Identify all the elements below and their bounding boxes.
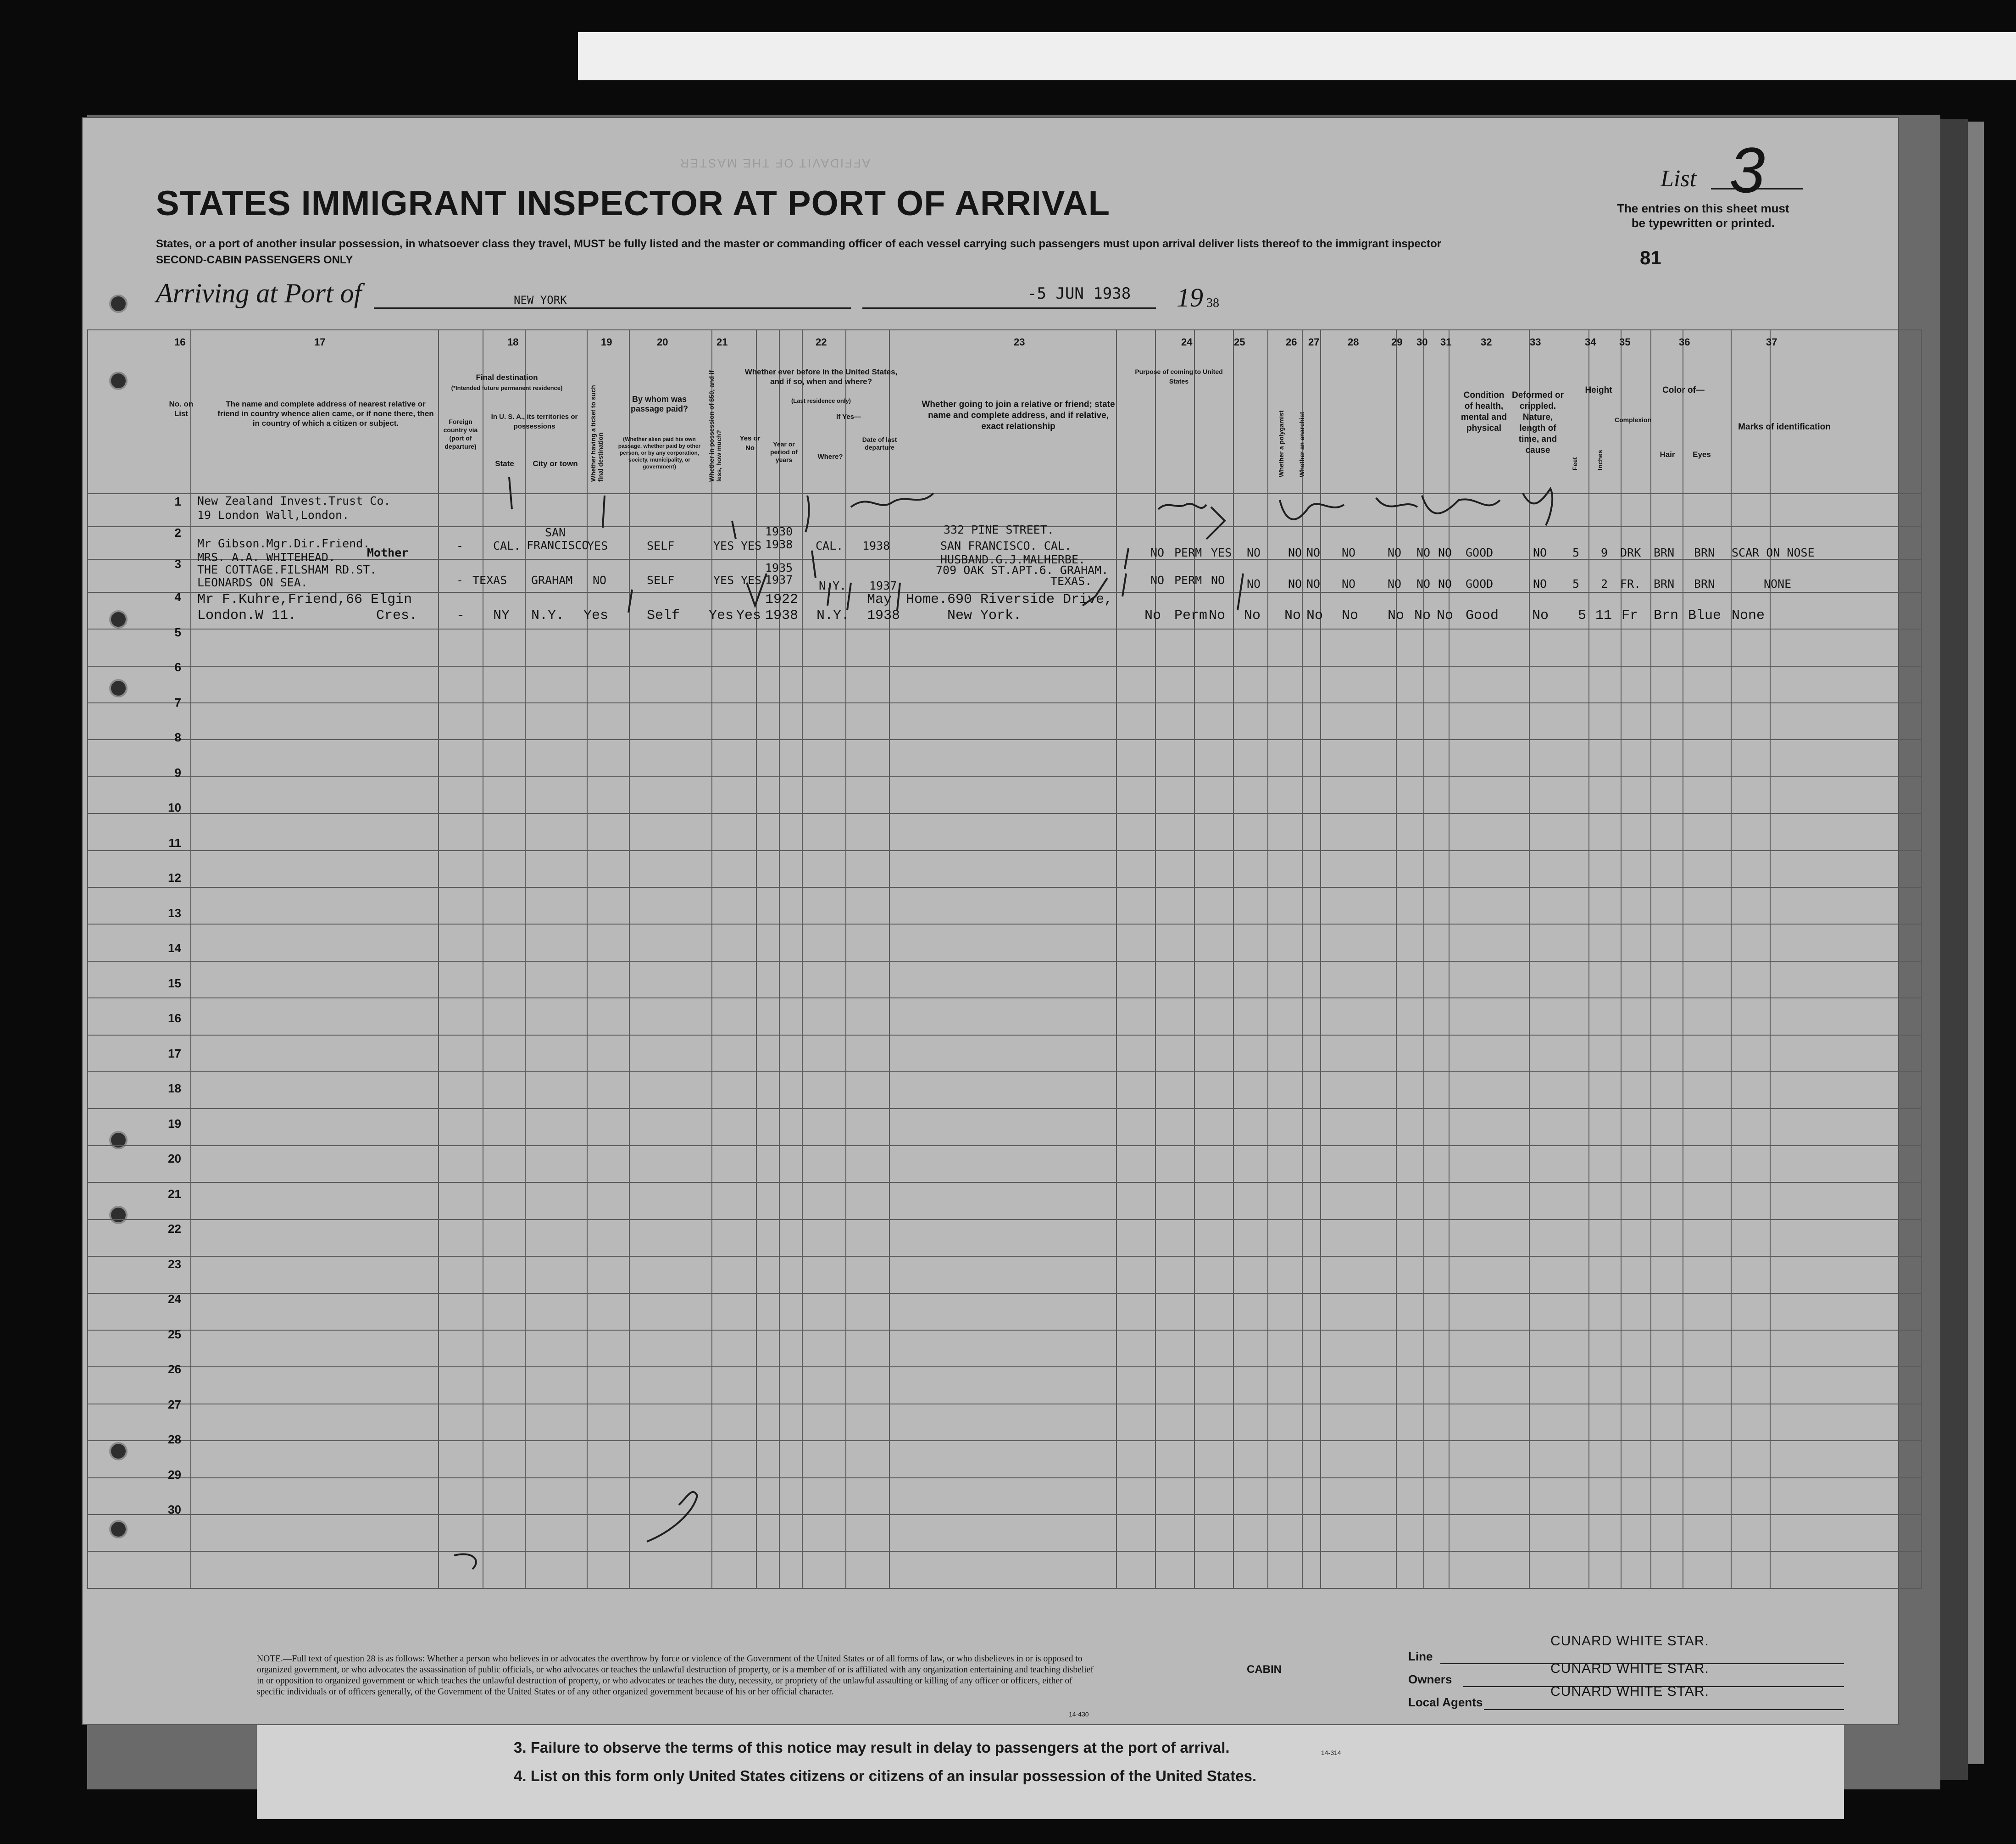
joining: SAN FRANCISCO. CAL.	[940, 539, 1072, 552]
arrival-port: NEW YORK	[514, 294, 567, 306]
foreign-country: -	[456, 608, 465, 624]
column-number: 37	[1766, 336, 1777, 348]
q30: No	[1414, 608, 1431, 624]
header-nearest-relative: The name and complete address of nearest relative or friend in country whence alien came, or if none there, then in country of which a citizen or subject.	[217, 400, 434, 428]
column-number: 17	[314, 336, 326, 348]
q26: NO	[1288, 546, 1302, 559]
identification-marks: NONE	[1764, 577, 1792, 591]
eye-color: BRN	[1694, 546, 1715, 559]
header-ticket: Whether having a ticket to such final destination	[589, 385, 604, 482]
deformed: NO	[1533, 546, 1547, 559]
q26: NO	[1288, 577, 1302, 591]
where: N.Y.	[819, 579, 847, 592]
pencil-scrawl	[1280, 500, 1344, 519]
ticket: NO	[593, 574, 607, 587]
row-number: 22	[168, 1222, 181, 1236]
relative-line: MRS. A.A. WHITEHEAD.	[197, 551, 336, 564]
column-number: 18	[507, 336, 519, 348]
ticket: YES	[587, 539, 608, 552]
header-purpose: Purpose of coming to United States	[1135, 368, 1223, 385]
check-mark	[805, 496, 809, 532]
state: NY	[493, 608, 510, 624]
q26: No	[1284, 608, 1301, 624]
check-mark	[509, 477, 512, 509]
owners-stamp: CUNARD WHITE STAR.	[1550, 1661, 1709, 1676]
row-number: 26	[168, 1362, 181, 1376]
eye-color: BRN	[1694, 577, 1715, 591]
q29: NO	[1388, 546, 1402, 559]
column-number: 35	[1619, 336, 1631, 348]
row-number: 21	[168, 1187, 181, 1201]
form-number: 14-430	[1069, 1710, 1089, 1718]
height-feet: 5	[1578, 608, 1587, 624]
column-number: 31	[1440, 336, 1452, 348]
q25: NO	[1247, 577, 1261, 591]
q27: No	[1306, 608, 1323, 624]
header-no-on-list: No. on List	[169, 400, 194, 418]
bleed-through-text: AFFIDAVIT OF THE MASTER	[679, 156, 871, 170]
header-fifty-dollars: Whether in possession of $50, and if less, how much?	[708, 370, 722, 482]
check-mark	[603, 496, 605, 528]
row-number: 15	[168, 976, 181, 990]
column-number: 22	[816, 336, 827, 348]
q29: NO	[1388, 577, 1402, 591]
header-where: Where?	[817, 453, 843, 461]
header-complexion: Complexion	[1615, 416, 1652, 423]
intend-remain: YES	[1211, 546, 1232, 559]
row-number: 1	[174, 495, 181, 508]
before-us: YES	[741, 539, 762, 552]
q25: NO	[1247, 546, 1261, 559]
health: GOOD	[1466, 577, 1494, 591]
line-label: Line	[1408, 1649, 1433, 1663]
row-number: 19	[168, 1116, 181, 1131]
row-number: 9	[174, 765, 181, 780]
height-inches: 2	[1601, 577, 1608, 591]
column-number: 24	[1181, 336, 1193, 348]
row-number: 8	[174, 730, 181, 745]
header-date-last-departure: Date of last departure	[862, 436, 897, 451]
agents-underline	[1484, 1709, 1844, 1710]
relative-line: Mr Gibson.Mgr.Dir.Friend.	[197, 537, 370, 550]
year-prefix: 19	[1177, 283, 1203, 312]
notice-4: 4. List on this form only United States citizens or citizens of an insular possession of the United States.	[514, 1767, 1257, 1784]
purpose: NO	[1150, 574, 1165, 587]
header-inches: Inches	[1596, 450, 1604, 470]
header-final-destination-note: (*Intended future permanent residence)	[451, 384, 563, 391]
q29: No	[1388, 608, 1405, 624]
row-number: 17	[168, 1046, 181, 1060]
extra-address: 332 PINE STREET.	[944, 523, 1054, 536]
column-number: 28	[1348, 336, 1359, 348]
line-stamp: CUNARD WHITE STAR.	[1550, 1633, 1709, 1649]
column-number: 25	[1234, 336, 1245, 348]
header-final-destination: Final destination	[476, 373, 538, 382]
list-number: 3	[1729, 134, 1765, 206]
column-number: 36	[1679, 336, 1690, 348]
form-number-underlying: 14-314	[1321, 1749, 1341, 1756]
header-by-whom-note: (Whether alien paid his own passage, whether paid by other person, or by any corporation, society, municipality, or government)	[618, 436, 701, 470]
deformed: No	[1532, 608, 1549, 624]
last-departure: 1937	[869, 579, 897, 592]
years: 1930 1938	[765, 525, 793, 551]
where: N.Y.	[816, 608, 850, 624]
check-mark	[732, 521, 736, 539]
year-suffix: 38	[1206, 296, 1219, 310]
column-number: 29	[1391, 336, 1403, 348]
q31: No	[1437, 608, 1454, 624]
pencil-scrawl	[454, 1554, 476, 1569]
column-number: 33	[1530, 336, 1541, 348]
check-mark	[747, 574, 766, 606]
health: Good	[1466, 608, 1499, 624]
q28: NO	[1342, 577, 1356, 591]
page-subtitle: States, or a port of another insular possession, in whatsoever class they travel, MUST be fully listed and the master or commanding officer of each vessel carrying such passengers must upon arrival deliver lists thereof to the immigrant inspector	[156, 238, 1442, 250]
q30: NO	[1416, 577, 1431, 591]
check-mark	[1122, 574, 1126, 596]
last-departure: May 1938	[867, 592, 900, 624]
state: TEXAS	[472, 574, 507, 587]
owners-label: Owners	[1408, 1672, 1452, 1686]
relative-line: Cres.	[376, 608, 418, 624]
check-mark	[847, 583, 851, 610]
arrival-date-stamp: -5 JUN 1938	[1027, 284, 1131, 303]
length-of-stay: PERM	[1174, 574, 1202, 587]
column-number: 30	[1416, 336, 1428, 348]
pencil-scrawl	[1376, 498, 1417, 507]
relative-line: New Zealand Invest.Trust Co.	[197, 494, 391, 507]
list-label: List	[1661, 166, 1697, 192]
column-number: 34	[1585, 336, 1596, 348]
relative-line: 19 London Wall,London.	[197, 508, 350, 522]
row-number: 2	[174, 526, 181, 540]
purpose: NO	[1150, 546, 1165, 559]
height-inches: 11	[1595, 608, 1612, 624]
agents-stamp: CUNARD WHITE STAR.	[1550, 1684, 1709, 1699]
hair-color: Brn	[1654, 608, 1679, 624]
deformed: NO	[1533, 577, 1547, 591]
header-joining: Whether going to join a relative or friend; state name and complete address, and if relative, exact relationship	[922, 400, 1115, 431]
header-hair: Hair	[1660, 450, 1675, 459]
column-number: 32	[1481, 336, 1492, 348]
column-number: 26	[1286, 336, 1297, 348]
column-number: 19	[601, 336, 612, 348]
last-departure: 1938	[862, 539, 890, 552]
state: CAL.	[493, 539, 521, 552]
sheet-number: 81	[1640, 247, 1661, 268]
question-28-note: NOTE.—Full text of question 28 is as follows: Whether a person who believes in or advocates the overthrow by force or violence of the Government of the United States or of all forms of law, or who disbelieves in or is opposed to organized government, or who advocates the assassination of public officials, or who advocates or teaches the unlawful destruction of property, or is a member of or is affiliated with any organization entertaining and teaching disbelief in or opposition to organized government or which teaches the unlawful destruction of property, or who advocates or teaches the duty, necessity, or propriety of the unlawful assaulting or killing of any officer or officers, either of specific individuals or of officers generally, of the Government of the United States or of any other organized government because of his or her official character.	[257, 1654, 1094, 1697]
before-us: YES	[741, 574, 762, 587]
header-condition: Condition of health, mental and physical	[1461, 390, 1507, 433]
joining-line: 709 OAK ST.APT.6. GRAHAM.	[936, 563, 1109, 577]
header-year-or-period: Year or period of years	[770, 440, 798, 463]
complexion: DRK	[1620, 546, 1641, 559]
relative-line: LEONARDS ON SEA.	[197, 576, 308, 589]
paid-by: SELF	[647, 574, 675, 587]
row-number: 23	[168, 1257, 181, 1271]
identification-marks: None	[1732, 608, 1765, 624]
header-if-yes: If Yes—	[836, 413, 861, 421]
joining-line: TEXAS.	[1050, 574, 1092, 588]
notice-3: 3. Failure to observe the terms of this notice may result in delay to passengers at the port of arrival.	[514, 1739, 1230, 1756]
q30: NO	[1416, 546, 1431, 559]
column-number: 23	[1014, 336, 1025, 348]
q28: NO	[1342, 546, 1356, 559]
header-height: Height	[1585, 385, 1612, 395]
header-ever-before: Whether ever before in the United States, and if so, when and where?	[744, 368, 898, 386]
years: 1935 1937	[765, 561, 793, 586]
header-feet: Feet	[1571, 457, 1578, 470]
row-number: 5	[174, 625, 181, 639]
fifty-dollars: Yes	[709, 608, 734, 624]
intend-remain: NO	[1211, 574, 1225, 587]
purpose: No	[1144, 608, 1161, 624]
before-us: Yes	[736, 608, 761, 624]
height-inches: 9	[1601, 546, 1608, 559]
local-agents-label: Local Agents	[1408, 1695, 1483, 1709]
arriving-label: Arriving at Port of	[156, 278, 362, 308]
column-number: 21	[716, 336, 728, 348]
row-number: 20	[168, 1152, 181, 1166]
relative-line: Mr F.Kuhre,Friend,66 Elgin	[197, 592, 412, 607]
complexion: Fr	[1622, 608, 1638, 624]
fifty-dollars: YES	[713, 539, 734, 552]
years: 1922 1938	[765, 592, 799, 624]
header-ever-before-note: (Last residence only)	[791, 397, 851, 404]
column-number: 16	[174, 336, 186, 348]
q31: NO	[1438, 577, 1452, 591]
check-mark	[1083, 578, 1107, 606]
height-feet: 5	[1572, 577, 1580, 591]
column-number: 27	[1308, 336, 1320, 348]
hair-color: BRN	[1654, 577, 1675, 591]
check-mark	[897, 583, 900, 610]
city: GRAHAM	[531, 574, 573, 587]
header-color-of: Color of—	[1662, 385, 1705, 395]
class-note: SECOND-CABIN PASSENGERS ONLY	[156, 254, 353, 266]
complexion: FR.	[1620, 577, 1641, 591]
row-number: 3	[174, 557, 181, 571]
relative-line: London.W 11.	[197, 608, 297, 624]
header-polygamist: Whether a polygamist	[1277, 410, 1285, 477]
header-city: City or town	[533, 459, 578, 468]
health: GOOD	[1466, 546, 1494, 559]
relative-note: Mother	[367, 546, 409, 559]
cabin-label: CABIN	[1247, 1663, 1282, 1676]
pencil-scrawl	[1523, 489, 1552, 525]
identification-marks: SCAR ON NOSE	[1732, 546, 1815, 559]
row-number: 18	[168, 1081, 181, 1096]
row-number: 27	[168, 1397, 181, 1411]
check-mark	[1206, 507, 1225, 539]
length-of-stay: PERM	[1174, 546, 1202, 559]
q31: NO	[1438, 546, 1452, 559]
height-feet: 5	[1572, 546, 1580, 559]
pencil-scrawl	[851, 493, 933, 507]
joining-line: HUSBAND.G.J.MALHERBE.	[940, 553, 1086, 566]
q25: No	[1244, 608, 1261, 624]
check-mark	[828, 583, 830, 606]
row-number: 4	[174, 590, 181, 604]
row-number: 12	[168, 871, 181, 885]
q27: NO	[1306, 577, 1321, 591]
list-note: The entries on this sheet must be typewritten or printed.	[1617, 201, 1789, 230]
header-yes-or-no: Yes or No	[739, 435, 761, 452]
fifty-dollars: YES	[713, 574, 734, 587]
row-number: 28	[168, 1432, 181, 1447]
pencil-scrawl	[1158, 504, 1206, 509]
foreign-country: -	[456, 574, 464, 587]
row-number: 29	[168, 1467, 181, 1482]
page-title: STATES IMMIGRANT INSPECTOR AT PORT OF ARRIVAL	[156, 184, 1111, 223]
header-foreign-country: Foreign country via (port of departure)	[443, 418, 478, 450]
row-number: 25	[168, 1327, 181, 1341]
pencil-scrawl	[647, 1492, 697, 1542]
header-eyes: Eyes	[1693, 450, 1711, 459]
header-by-whom: By whom was passage paid?	[630, 395, 689, 413]
relative-line: THE COTTAGE.FILSHAM RD.ST.	[197, 563, 377, 576]
where: CAL.	[816, 539, 844, 552]
check-mark	[812, 551, 816, 578]
eye-color: Blue	[1688, 608, 1722, 624]
pencil-scrawl	[1422, 496, 1500, 513]
row-number: 6	[174, 660, 181, 674]
header-state: State	[495, 459, 514, 468]
length-of-stay: Perm	[1174, 608, 1208, 624]
check-mark	[628, 590, 632, 613]
check-mark	[1125, 548, 1128, 569]
hair-color: BRN	[1654, 546, 1675, 559]
header-deformed: Deformed or crippled. Nature, length of time, and cause	[1512, 390, 1564, 455]
paid-by: Self	[647, 608, 680, 624]
row-number: 11	[168, 836, 181, 850]
header-in-usa: In U. S. A., its territories or possessions	[491, 413, 578, 430]
header-anarchist: Whether an anarchist	[1298, 412, 1305, 477]
row-number: 16	[168, 1011, 181, 1025]
joining-line: Home.690 Riverside Drive,	[906, 592, 1113, 607]
paid-by: SELF	[647, 539, 675, 552]
ticket: Yes	[583, 608, 609, 624]
intend-remain: No	[1209, 608, 1226, 624]
q27: NO	[1306, 546, 1321, 559]
header-marks: Marks of identification	[1738, 422, 1831, 432]
row-number: 13	[168, 906, 181, 920]
row-number: 14	[168, 941, 181, 955]
city: N.Y.	[531, 608, 565, 624]
row-number: 24	[168, 1292, 181, 1306]
foreign-country: -	[456, 539, 464, 552]
q28: No	[1342, 608, 1359, 624]
row-number: 7	[174, 695, 181, 709]
check-mark	[1238, 574, 1243, 610]
row-number: 30	[168, 1503, 181, 1517]
row-number: 10	[168, 801, 181, 815]
joining-line: New York.	[947, 608, 1022, 624]
column-number: 20	[657, 336, 668, 348]
city: SAN FRANCISCO	[527, 526, 589, 552]
